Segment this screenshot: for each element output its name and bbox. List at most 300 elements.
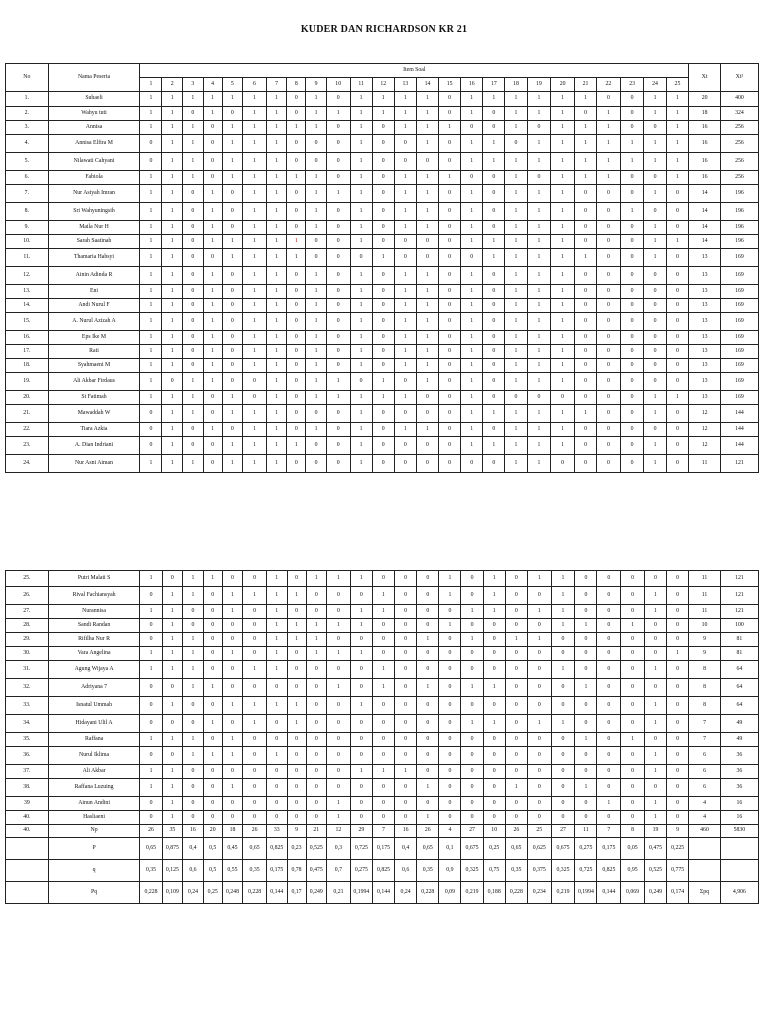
row-number: 29. [6,633,49,647]
item-score: 1 [203,313,222,331]
item-score: 1 [162,647,183,661]
item-score: 1 [527,405,551,423]
total-score: 16 [689,171,721,185]
item-score: 1 [505,633,527,647]
total-score-squared: 64 [720,679,758,697]
total-score: 11 [689,571,721,587]
item-score: 0 [439,135,461,153]
item-score: 0 [620,391,644,405]
item-score: 1 [306,171,327,185]
item-number: 15 [439,78,461,92]
student-name: Eps Ike M [48,331,140,345]
item-score: 0 [395,733,417,747]
kr21-table-bottom [5,570,759,904]
item-score: 0 [183,605,204,619]
item-score: 0 [461,587,483,605]
item-score: 0 [140,811,162,825]
item-score: 1 [287,633,306,647]
q-value: 0,6 [395,860,417,882]
item-score: 0 [140,797,162,811]
item-score: 1 [527,571,551,587]
item-score: 0 [551,733,575,747]
item-score: 1 [483,679,505,697]
item-score: 0 [140,679,162,697]
item-score: 1 [183,733,204,747]
item-score: 0 [551,797,575,811]
np-value: 27 [551,825,575,838]
item-score: 0 [183,715,204,733]
item-score: 0 [644,571,666,587]
item-score: 1 [416,135,438,153]
item-score: 0 [666,345,689,359]
item-score: 0 [439,797,461,811]
item-score: 0 [439,779,461,797]
item-score: 0 [326,437,350,455]
item-score: 0 [666,249,689,267]
item-score: 0 [527,747,551,765]
item-score: 1 [306,571,327,587]
item-score: 0 [620,107,644,121]
item-score: 0 [326,121,350,135]
student-name: Nurannisa [48,605,140,619]
item-score: 1 [551,285,575,299]
item-score: 1 [243,345,267,359]
item-score: 0 [527,779,551,797]
item-score: 0 [597,285,621,299]
item-score: 0 [597,571,621,587]
q-value: 0,775 [667,860,689,882]
row-number: 13. [6,285,49,299]
item-score: 0 [243,779,267,797]
item-score: 0 [327,779,351,797]
item-score: 0 [372,715,394,733]
item-score: 1 [644,405,666,423]
item-score: 0 [644,633,666,647]
item-score: 0 [621,697,645,715]
item-score: 0 [597,185,621,203]
item-score: 0 [326,423,350,437]
row-number: 24. [6,455,49,473]
item-score: 0 [287,135,306,153]
p-value: 0,4 [395,838,417,860]
item-score: 0 [395,811,417,825]
row-number: 4. [6,135,49,153]
student-name: Hasliaeni [48,811,140,825]
item-score: 0 [394,153,416,171]
item-score: 1 [461,437,483,455]
item-score: 0 [326,135,350,153]
item-score: 1 [505,235,527,249]
student-name: Rival Fachiansyah [48,587,140,605]
pq-value: 0,228 [140,882,162,904]
item-score: 0 [551,455,575,473]
item-score: 0 [222,661,243,679]
item-score: 0 [505,135,527,153]
item-score: 0 [574,285,596,299]
item-score: 0 [162,373,183,391]
q-value: 0,95 [621,860,645,882]
item-score: 0 [203,697,222,715]
item-score: 0 [416,153,438,171]
total-score-squared: 36 [720,765,758,779]
student-name: Nur Asiyah Imran [48,185,140,203]
item-score: 0 [243,733,267,747]
item-score: 0 [574,221,596,235]
item-score: 1 [416,107,438,121]
total-score-squared: 16 [720,797,758,811]
item-score: 0 [620,405,644,423]
row-number: 30. [6,647,49,661]
item-score: 1 [527,605,551,619]
item-score: 0 [551,811,575,825]
np-value: 35 [162,825,183,838]
item-score: 1 [644,221,666,235]
item-score: 0 [416,235,438,249]
item-score: 0 [287,779,306,797]
item-score: 0 [287,571,306,587]
student-row [6,203,759,221]
item-score: 1 [243,715,267,733]
item-score: 1 [551,715,575,733]
item-score: 1 [644,605,666,619]
item-score: 0 [666,331,689,345]
student-row [6,299,759,313]
item-score: 1 [505,221,527,235]
item-score: 1 [551,203,575,221]
item-score: 1 [183,661,204,679]
item-score: 1 [266,391,287,405]
item-score: 1 [527,221,551,235]
item-score: 0 [287,107,306,121]
item-score: 1 [140,185,162,203]
item-score: 1 [644,587,666,605]
item-score: 1 [666,171,689,185]
item-score: 0 [527,171,551,185]
item-score: 1 [306,299,327,313]
item-score: 0 [287,765,306,779]
item-score: 0 [287,679,306,697]
item-score: 1 [243,121,267,135]
item-score: 1 [372,391,394,405]
item-score: 0 [575,661,597,679]
item-score: 0 [395,571,417,587]
item-score: 1 [461,391,483,405]
item-score: 1 [203,373,222,391]
item-score: 0 [439,107,461,121]
total-score-squared: 169 [720,331,758,345]
item-score: 1 [394,299,416,313]
student-name: Syahmaeni M [48,359,140,373]
item-score: 1 [372,107,394,121]
total-score-squared: 169 [720,285,758,299]
item-score: 1 [266,405,287,423]
item-score: 0 [439,765,461,779]
pq-value: 0,234 [527,882,551,904]
item-score: 1 [266,121,287,135]
item-score: 0 [597,299,621,313]
item-score: 1 [162,203,183,221]
np-xt-total: 460 [689,825,721,838]
q-value: 0,35 [243,860,267,882]
item-score: 0 [222,359,243,373]
item-score: 0 [287,455,306,473]
item-score: 0 [243,811,267,825]
item-score: 0 [417,765,439,779]
item-score: 1 [505,121,527,135]
item-score: 1 [306,359,327,373]
p-value: 0,725 [350,838,372,860]
item-score: 1 [140,299,162,313]
item-score: 0 [266,733,287,747]
total-score-squared: 196 [720,185,758,203]
total-score-squared: 196 [720,203,758,221]
item-score: 1 [527,313,551,331]
item-score: 1 [306,313,327,331]
item-score: 0 [644,359,666,373]
p-value: 0,225 [667,838,689,860]
item-score: 0 [574,185,596,203]
item-score: 0 [667,797,689,811]
item-score: 1 [372,587,394,605]
item-score: 1 [527,235,551,249]
item-score: 0 [350,249,372,267]
item-score: 1 [394,423,416,437]
item-score: 0 [597,587,621,605]
item-score: 1 [183,405,204,423]
item-score: 0 [287,647,306,661]
item-score: 1 [162,153,183,171]
item-score: 0 [306,235,327,249]
item-score: 0 [505,391,527,405]
item-score: 0 [483,633,505,647]
item-score: 1 [527,331,551,345]
item-score: 1 [306,331,327,345]
row-number: 20. [6,391,49,405]
total-score-squared: 81 [720,647,758,661]
item-score: 1 [597,797,621,811]
item-score: 1 [551,171,575,185]
item-score: 1 [461,185,483,203]
item-score: 1 [461,92,483,107]
item-score: 1 [551,107,575,121]
item-score: 0 [287,285,306,299]
item-score: 0 [597,203,621,221]
item-score: 1 [306,221,327,235]
item-score: 0 [505,647,527,661]
item-score: 0 [461,647,483,661]
item-score: 0 [527,765,551,779]
item-score: 0 [287,203,306,221]
item-score: 1 [162,733,183,747]
item-score: 0 [575,765,597,779]
item-score: 1 [350,185,372,203]
item-score: 1 [574,153,596,171]
item-score: 0 [527,619,551,633]
item-score: 1 [243,107,267,121]
np-value: 11 [575,825,597,838]
item-score: 1 [350,359,372,373]
item-score: 0 [667,733,689,747]
student-name: Mawaddah W [48,405,140,423]
total-score-squared: 144 [720,405,758,423]
item-score: 1 [551,185,575,203]
row-number: 16. [6,331,49,345]
item-score: 0 [417,715,439,733]
item-score: 1 [140,267,162,285]
np-value: 21 [306,825,327,838]
header-xt: Xt [689,64,721,92]
total-score: 16 [689,121,721,135]
item-score: 1 [597,107,621,121]
student-row [6,779,759,797]
q-value: 0,325 [461,860,483,882]
item-score: 0 [551,633,575,647]
item-score: 1 [644,107,666,121]
item-score: 0 [461,733,483,747]
item-score: 1 [327,647,351,661]
item-score: 0 [266,811,287,825]
p-value: 0,45 [222,838,243,860]
item-score: 1 [243,135,267,153]
student-name: Putri Malati S [48,571,140,587]
item-score: 1 [394,221,416,235]
q-value: 0,6 [183,860,204,882]
item-score: 0 [306,697,327,715]
item-score: 1 [306,92,327,107]
total-score-squared: 121 [720,587,758,605]
item-score: 1 [162,285,183,299]
item-score: 1 [306,121,327,135]
item-score: 0 [287,423,306,437]
item-score: 0 [483,203,505,221]
item-score: 0 [287,811,306,825]
student-row [6,135,759,153]
item-score: 1 [287,619,306,633]
student-row [6,797,759,811]
item-score: 0 [203,811,222,825]
item-score: 0 [483,779,505,797]
pq-value: 0,17 [287,882,306,904]
item-score: 0 [483,697,505,715]
header-row [6,64,759,78]
item-score: 1 [394,285,416,299]
item-score: 0 [439,747,461,765]
item-score: 1 [483,587,505,605]
q-row-number [6,860,49,882]
item-score: 1 [243,203,267,221]
item-score: 0 [372,285,394,299]
item-score: 0 [666,203,689,221]
student-row [6,587,759,605]
item-score: 0 [439,299,461,313]
np-value: 16 [183,825,204,838]
item-score: 1 [527,285,551,299]
item-score: 1 [416,203,438,221]
item-score: 1 [266,235,287,249]
p-value: 0,23 [287,838,306,860]
item-score: 1 [287,121,306,135]
item-score: 0 [574,107,596,121]
item-score: 1 [551,587,575,605]
item-score: 0 [575,715,597,733]
total-score-squared: 256 [720,153,758,171]
item-score: 1 [203,107,222,121]
item-score: 1 [483,571,505,587]
item-score: 1 [266,647,287,661]
pq-value: 0,188 [483,882,505,904]
item-score: 0 [505,571,527,587]
item-score: 0 [439,423,461,437]
item-score: 1 [621,619,645,633]
item-score: 1 [140,221,162,235]
item-score: 0 [417,697,439,715]
item-number: 3 [183,78,204,92]
item-score: 0 [222,221,243,235]
item-score: 1 [395,765,417,779]
q-label: q [48,860,140,882]
item-score: 1 [162,135,183,153]
item-score: 0 [527,697,551,715]
item-score: 1 [394,171,416,185]
item-score: 0 [483,797,505,811]
p-value: 0,875 [162,838,183,860]
item-score: 1 [266,633,287,647]
total-score-squared: 81 [720,633,758,647]
student-row [6,633,759,647]
item-score: 0 [527,661,551,679]
row-number: 8. [6,203,49,221]
student-row [6,811,759,825]
item-score: 1 [551,619,575,633]
item-score: 1 [461,135,483,153]
item-score: 0 [222,715,243,733]
item-score: 1 [162,249,183,267]
pq-value: 0,069 [621,882,645,904]
item-score: 1 [266,313,287,331]
item-score: 1 [243,235,267,249]
item-score: 1 [394,331,416,345]
item-score: 0 [326,267,350,285]
item-score: 1 [266,571,287,587]
item-score: 0 [203,405,222,423]
row-number: 37. [6,765,49,779]
item-score: 0 [527,679,551,697]
item-score: 0 [222,373,243,391]
item-score: 0 [183,299,204,313]
student-row [6,571,759,587]
item-score: 0 [203,121,222,135]
item-score: 0 [326,359,350,373]
item-score: 0 [326,171,350,185]
item-score: 0 [439,359,461,373]
item-score: 0 [483,391,505,405]
item-score: 1 [140,121,162,135]
item-score: 0 [597,313,621,331]
item-score: 0 [439,285,461,299]
item-score: 0 [621,779,645,797]
pq-value: 0,144 [372,882,394,904]
item-score: 0 [461,779,483,797]
item-score: 1 [505,423,527,437]
item-score: 0 [574,203,596,221]
item-score: 0 [483,747,505,765]
item-score: 1 [527,135,551,153]
item-score: 0 [372,779,394,797]
np-value: 29 [350,825,372,838]
row-number: 34. [6,715,49,733]
item-score: 1 [266,587,287,605]
total-score: 11 [689,455,721,473]
